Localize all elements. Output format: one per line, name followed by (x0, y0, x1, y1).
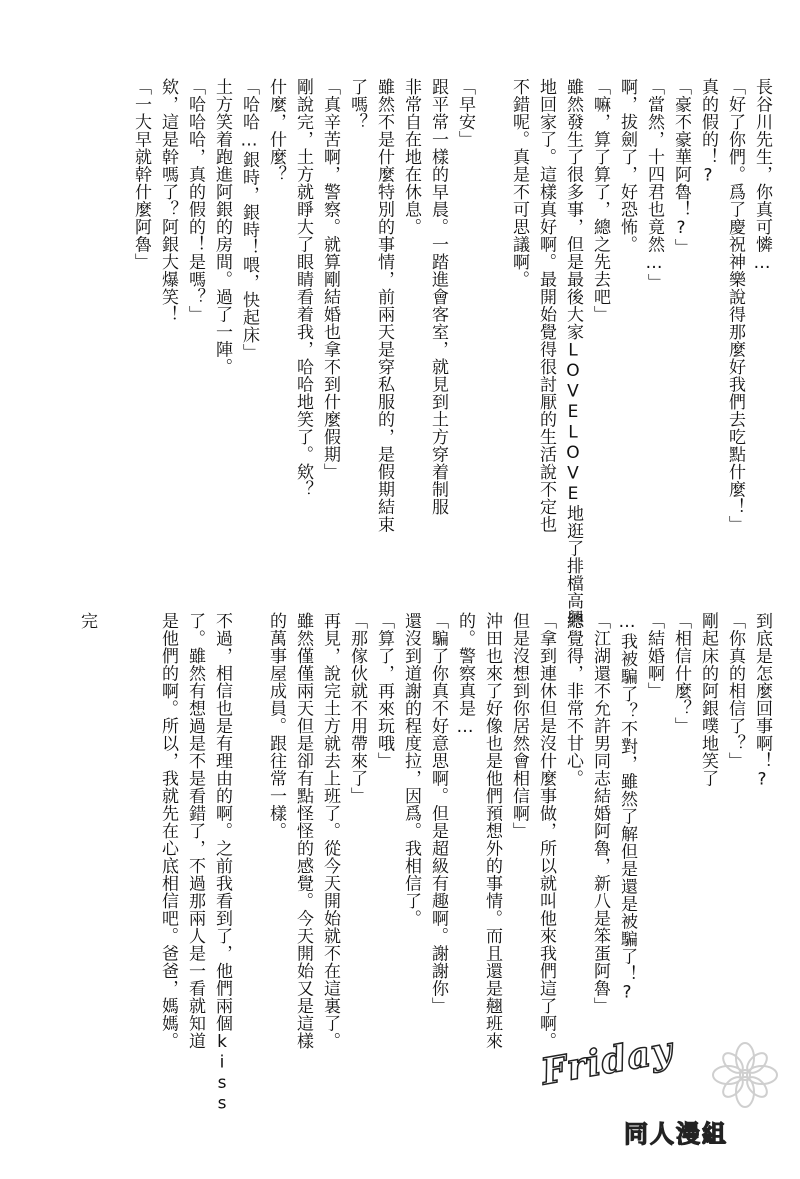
text-line: 剛說完，土方就睜大了眼睛看着我，哈哈地笑了。欸？ (293, 78, 313, 498)
text-line: 不錯呢。真是不可思議啊。 (509, 78, 529, 288)
text-line: 剛起床的阿銀噗地笑了 (698, 612, 718, 787)
text-line: 非常自在地在休息。 (401, 78, 421, 236)
text-line: 「算了，再來玩哦」 (374, 612, 394, 770)
scanlation-group-watermark (528, 1028, 768, 1160)
blank-line (127, 612, 154, 1082)
text-line: 但是沒想到你居然會相信啊」 (509, 612, 529, 840)
text-line: 雖然發生了很多事，但是最後大家LOVELOVE地逛了排檔高興 (563, 78, 583, 627)
text-line: 什麼，什麼？ (266, 78, 286, 183)
text-line: 「豪不豪華阿魯！?」 (671, 78, 691, 256)
text-line: 再見，說完土方就去上班了。從今天開始就不在這裏了。 (320, 612, 340, 1050)
text-line: 「騙了你真不好意思啊。但是超級有趣啊。謝謝你」 (428, 612, 448, 1015)
text-line: 「相信什麼？」 (671, 612, 691, 735)
text-line: 「嘛，算了算了，總之先去吧」 (590, 78, 610, 323)
text-line: 「真辛苦啊，警察。就算剛結婚也拿不到什麼假期」 (320, 78, 340, 481)
text-line: 「哈哈哈，真的假的！是嗎？」 (185, 78, 205, 323)
text-line: 還沒到道謝的程度拉，因爲。我相信了。 (401, 612, 421, 927)
text-line: 「江湖還不允許男同志結婚阿魯，新八是笨蛋阿魯」 (590, 612, 610, 1015)
text-line: 的。警察真是… (455, 612, 475, 738)
text-line: 「一大早就幹什麼阿魯」 (131, 78, 151, 271)
text-line: 「結婚啊」 (644, 612, 664, 700)
text-line: 雖然不是什麼特別的事情，前兩天是穿私服的，是假期結束 (374, 78, 394, 533)
text-line: 的萬事屋成員。跟往常一樣。 (266, 612, 286, 840)
text-line: 「哈哈…銀時，銀時！喂，快起床」 (239, 78, 259, 361)
text-line: 「早安」 (455, 78, 475, 148)
text-line: 「拿到連休但是沒什麼事做，所以就叫他來我們這了啊。 (536, 612, 556, 1050)
text-line: 「你真的相信了？」 (725, 612, 745, 770)
story-text-lower-block (77, 612, 775, 1114)
watermark-group-name: 同人漫組 (624, 1120, 728, 1148)
text-line: 跟平常一樣的早晨。一踏進會客室，就見到土方穿着制服 (428, 78, 448, 516)
text-line: 真的假的！? (698, 78, 718, 186)
text-line: 「好了你們。爲了慶祝神樂說得那麼好我們去吃點什麼！」 (725, 78, 745, 533)
text-line: 啊，拔劍了，好恐怖。 (617, 78, 637, 253)
flower-icon (710, 1040, 780, 1110)
blank-line (235, 612, 262, 1082)
text-line: 地回家了。這樣真好啊。最開始覺得很討厭的生活說不定也 (536, 78, 556, 533)
blank-line (478, 78, 505, 578)
text-line: 總覺得，非常不甘心。 (563, 612, 583, 787)
text-line: 沖田也來了好像也是他們預想外的事情。而且還是翹班來 (482, 612, 502, 1050)
text-line: 欸，這是幹嗎了？阿銀大爆笑！ (158, 78, 178, 323)
watermark-script-text: Friday (538, 1028, 677, 1094)
text-line: 是他們的啊。所以，我就先在心底相信吧。爸爸，媽媽。 (158, 612, 178, 1050)
text-line: 長谷川先生，你真可憐… (752, 78, 772, 274)
blank-line (100, 612, 127, 1082)
text-line: 雖然僅僅兩天但是卻有點怪怪的感覺。今天開始又是這樣 (293, 612, 313, 1050)
text-line: 了。雖然有想過是不是看錯了，不過那兩人是一看就知道 (185, 612, 205, 1050)
text-line: 土方笑着跑進阿銀的房間。過了一陣。 (212, 78, 232, 376)
text-line: …我被騙了？不對，雖然了解但是還是被騙了！? (617, 612, 637, 1003)
story-text-upper-block (85, 78, 775, 627)
text-line: 到底是怎麼回事啊！? (752, 612, 772, 790)
text-line: 了嗎？ (347, 78, 367, 131)
text-line: 「那傢伙就不用帶來了」 (347, 612, 367, 805)
text-line: 「當然，十四君也竟然…」 (644, 78, 664, 291)
text-line: 完 (77, 612, 97, 630)
text-line: 不過，相信也是有理由的啊。之前我看到了，他們兩個kiss (212, 612, 232, 1114)
